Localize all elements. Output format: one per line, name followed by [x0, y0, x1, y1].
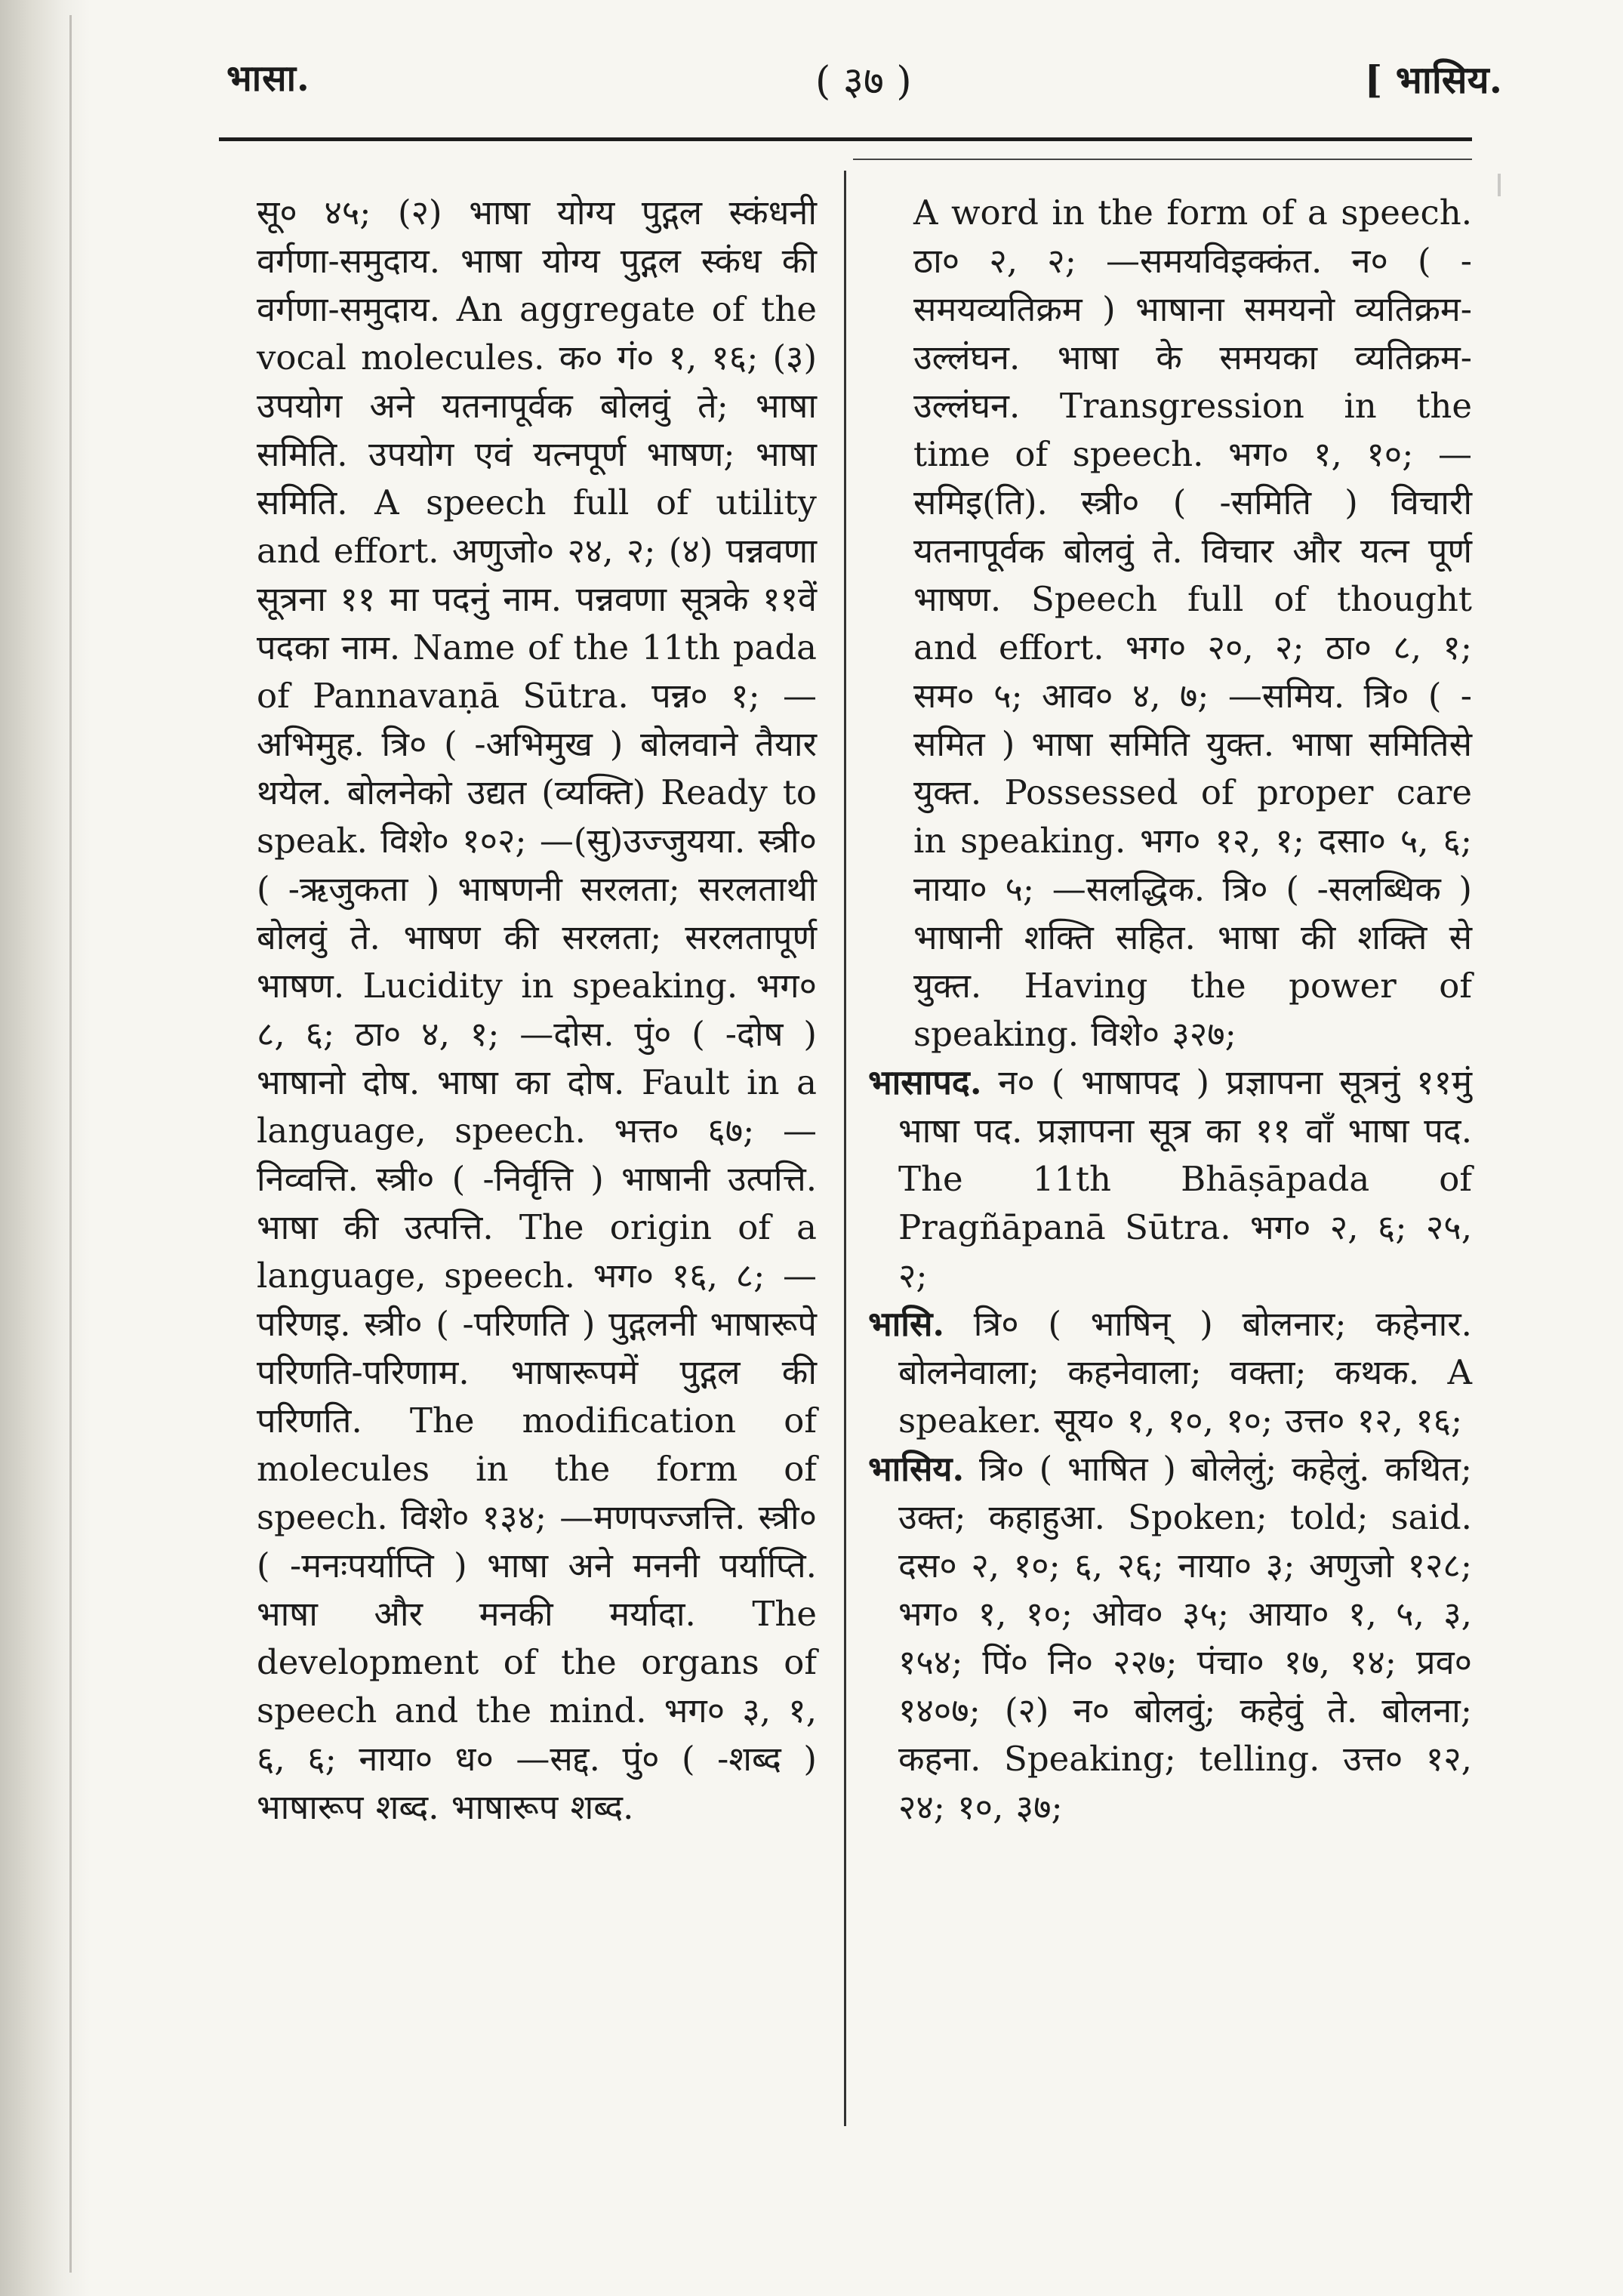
header-right-guide-word: [ भासिय. [1364, 57, 1502, 102]
entry-body: त्रि० ( भाषित ) बोलेलुं; कहेलुं. कथित; उक्त; कहाहुआ. Spoken; told; said. दस० २, १०; ६, २६; नाया० ३; अणुजो १२८; भग० १, १०; ओव० ३५; आया० १, ५, ३, १५४; पिं० नि० २२७; पंचा० १७, १४; प्रव० १४०७; (२) न० बोलवुं; कहेवुं ते. बोलना; कहना. Speaking; telling. उत्त० १२, २४; १०, ३७; [898, 1449, 1472, 1827]
entry-body: न० ( भाषापद ) प्रज्ञापना सूत्रनुं ११मुं भाषा पद. प्रज्ञापना सूत्र का ११ वाँ भाषा पद. The 11th Bhāṣāpada of Pragñāpanā Sūtra. भग० २, ६; २५, २; [898, 1062, 1472, 1296]
header-rule [219, 137, 1472, 141]
binding-edge [69, 15, 72, 2273]
page-header [226, 53, 1502, 121]
right-column [868, 189, 1472, 2106]
left-column [257, 189, 817, 2106]
dictionary-entry [868, 1300, 1472, 1445]
header-left-guide-word: भासा. [226, 57, 310, 100]
right-column-continuation: A word in the form of a speech. ठा० २, २; —समयविइक्कंत. न० ( -समयव्यतिक्रम ) भाषाना समयनो व्यतिक्रम-उल्लंघन. भाषा के समयका व्यतिक्रम-उल्लंघन. Transgression in the time of speech. भग० १, १०; —समिइ(ति). स्त्री० ( -समिति ) विचारी यतनापूर्वक बोलवुं ते. विचार और यत्न पूर्ण भाषण. Speech full of thought and effort. भग० २०, २; ठा० ८, १; सम० ५; आव० ४, ७; —समिय. त्रि० ( -समित ) भाषा समिति युक्त. भाषा समितिसे युक्त. Possessed of proper care in speaking. भग० १२, १; दसा० ५, ६; नाया० ५; —सलद्धिक. त्रि० ( -सलब्धिक ) भाषानी शक्ति सहित. भाषा की शक्ति से युक्त. Having the power of speaking. विशे० ३२७; [913, 193, 1472, 1054]
entry-body: त्रि० ( भाषिन् ) बोलनार; कहेनार. बोलनेवाला; कहनेवाला; वक्ता; कथक. A speaker. सूय० १, १०, १०; उत्त० १२, १६; [898, 1304, 1472, 1441]
book-spine-shadow [0, 0, 91, 2296]
left-column-text: सू० ४५; (२) भाषा योग्य पुद्गल स्कंधनी वर्गणा-समुदाय. भाषा योग्य पुद्गल स्कंध की वर्गणा-समुदाय. An aggregate of the vocal molecules. क० गं० १, १६; (३) उपयोग अने यतनापूर्वक बोलवुं ते; भाषा समिति. उपयोग एवं यत्नपूर्ण भाषण; भाषा समिति. A speech full of utility and effort. अणुजो० २४, २; (४) पन्नवणा सूत्रना ११ मा पदनुं नाम. पन्नवणा सूत्रके ११वें पदका नाम. Name of the 11th pada of Pannavaṇā Sūtra. पन्न० १; —अभिमुह. त्रि० ( -अभिमुख ) बोलवाने तैयार थयेल. बोलनेको उद्यत (व्यक्ति) Ready to speak. विशे० १०२; —(सु)उज्जुयया. स्त्री० ( -ऋजुकता ) भाषणनी सरलता; सरलताथी बोलवुं ते. भाषण की सरलता; सरलतापूर्ण भाषण. Lucidity in speaking. भग० ८, ६; ठा० ४, १; —दोस. पुं० ( -दोष ) भाषानो दोष. भाषा का दोष. Fault in a language, speech. भत्त० ६७; —निव्वत्ति. स्त्री० ( -निर्वृत्ति ) भाषानी उत्पत्ति. भाषा की उत्पत्ति. The origin of a language, speech. भग० १६, ८; —परिणइ. स्त्री० ( -परिणति ) पुद्गलनी भाषारूपे परिणति-परिणाम. भाषारूपमें पुद्गल की परिणति. The modification of molecules in the form of speech. विशे० १३४; —मणपज्जत्ति. स्त्री० ( -मनःपर्याप्ति ) भाषा अने मननी पर्याप्ति. भाषा और मनकी मर्यादा. The development of the organs of speech and the mind. भग० ३, १, ६, ६; नाया० ध० —सद्द. पुं० ( -शब्द ) भाषारूप शब्द. भाषारूप शब्द. [257, 193, 817, 1827]
dictionary-entry [868, 1059, 1472, 1300]
entry-headword: भासिय. [868, 1449, 965, 1489]
column-top-rule [853, 159, 1472, 160]
page-number: ( ३७ ) [815, 59, 912, 104]
dictionary-entry [868, 1445, 1472, 1832]
entry-headword: भासि. [868, 1304, 945, 1344]
scan-mark [1498, 174, 1501, 196]
column-divider [844, 171, 846, 2126]
entry-headword: भासापद. [868, 1062, 982, 1102]
